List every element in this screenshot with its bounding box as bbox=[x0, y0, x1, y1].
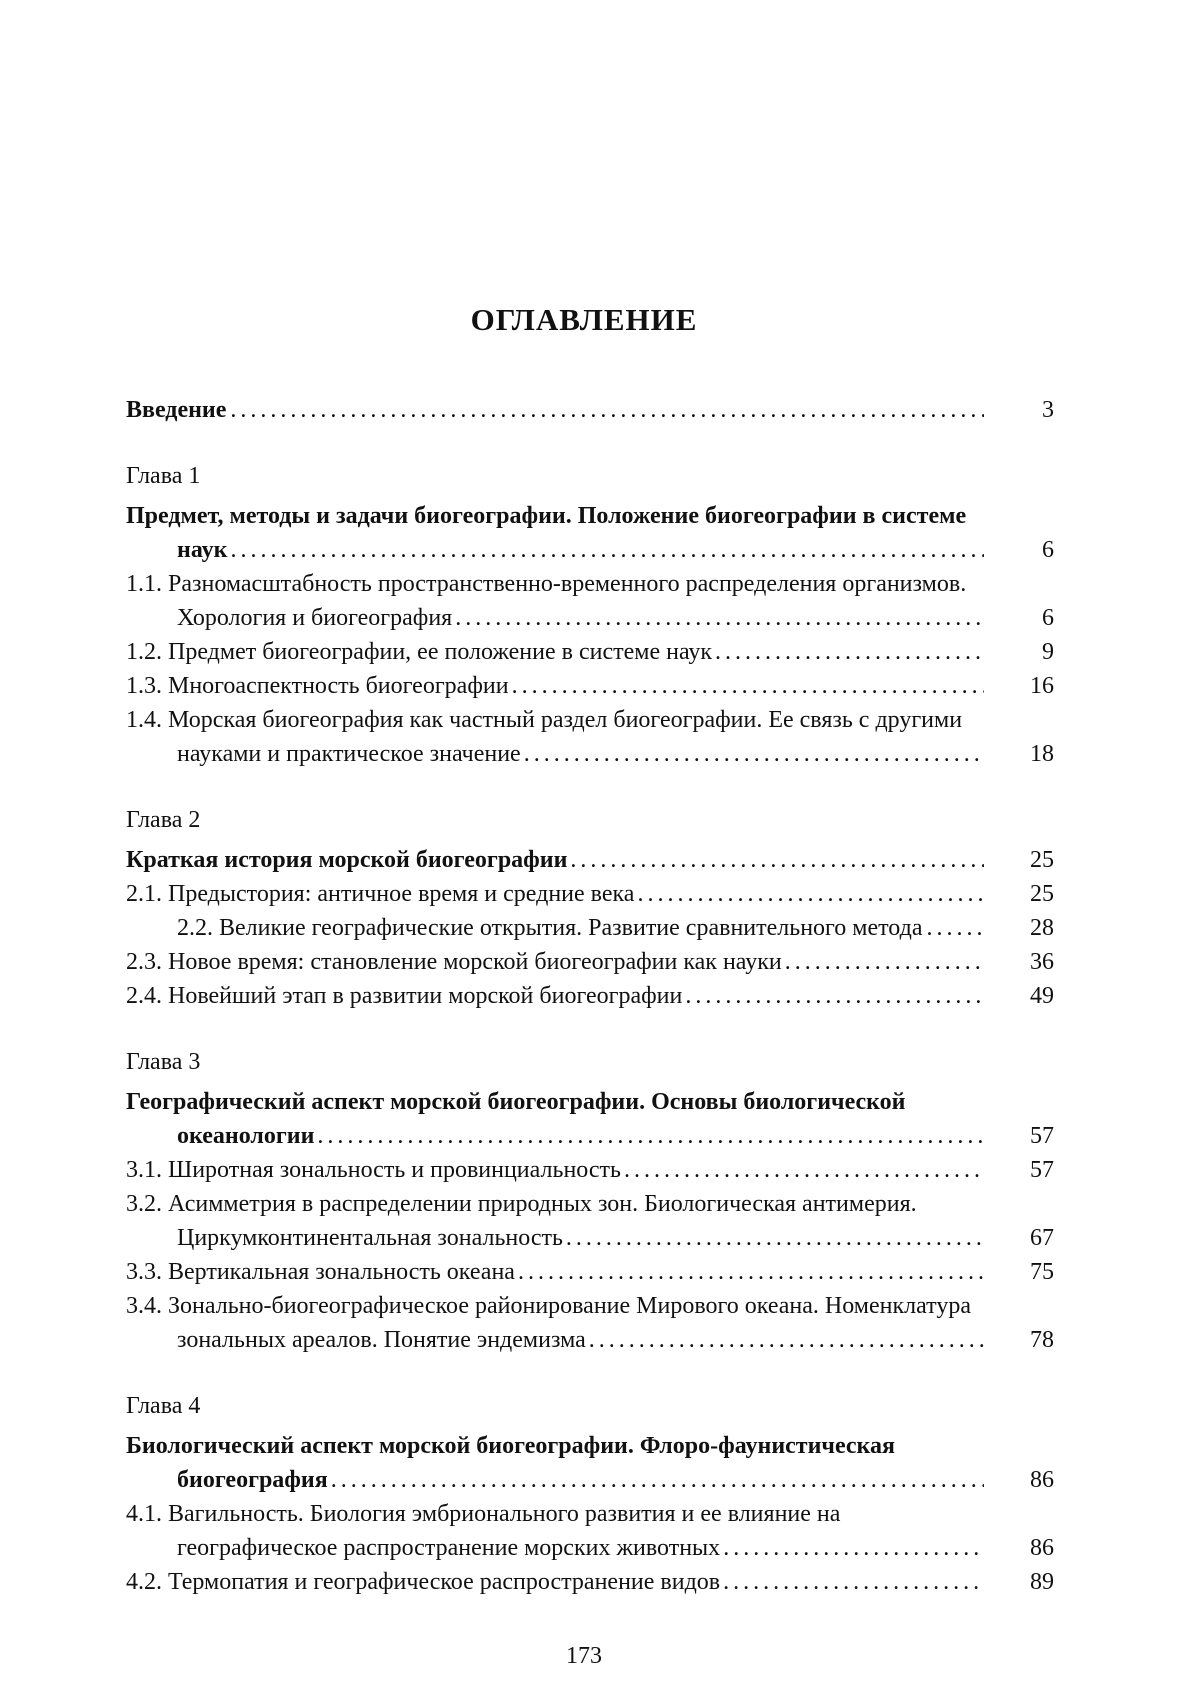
toc-entry-main bbox=[126, 669, 984, 703]
toc-entry-title: Морская биогеография как частный раздел биогеографии. Ее связь с другими науками и практическое значение bbox=[168, 707, 963, 767]
toc-entry-text bbox=[126, 571, 966, 631]
toc-entry-title: Многоаспектность биогеографии bbox=[168, 673, 509, 699]
toc-entry-main bbox=[126, 1497, 984, 1565]
toc-entry-title: Вагильность. Биология эмбрионального развития и ее влияние на географическое распространение морских животных bbox=[168, 1501, 841, 1561]
toc-entry-title: Великие географические открытия. Развитие сравнительного метода bbox=[219, 915, 923, 941]
toc-entry[interactable] bbox=[126, 877, 1054, 911]
toc-entry-number: 1.1. bbox=[126, 571, 162, 597]
chapter-label: Глава 1 bbox=[126, 463, 201, 489]
toc-entry-main bbox=[126, 1153, 984, 1187]
toc-entry-page: 49 bbox=[984, 979, 1054, 1013]
toc-entry-text bbox=[177, 915, 926, 941]
toc-entry[interactable] bbox=[126, 1187, 1054, 1255]
toc-entry-page: 6 bbox=[984, 601, 1054, 635]
toc-entry-text bbox=[126, 1569, 724, 1595]
toc-entry[interactable] bbox=[126, 1255, 1054, 1289]
toc-entry-title: Термопатия и географическое распространение видов bbox=[168, 1569, 721, 1595]
toc-entry[interactable] bbox=[126, 1565, 1054, 1599]
chapter-heading-entry[interactable] bbox=[126, 499, 1054, 567]
toc-entry-title: Предмет биогеографии, ее положение в системе наук bbox=[168, 639, 713, 665]
toc-entry-number: 2.3. bbox=[126, 949, 162, 975]
toc-entry-title: Асимметрия в распределении природных зон. Биологическая антимерия. Циркумконтинентальная зональность bbox=[168, 1191, 917, 1251]
toc-entry-main bbox=[126, 945, 984, 979]
toc-entry-title: Предыстория: античное время и средние века bbox=[168, 881, 635, 907]
toc-entry-number: 2.1. bbox=[126, 881, 162, 907]
toc-entry-page: 89 bbox=[984, 1565, 1054, 1599]
toc-entry-intro[interactable] bbox=[126, 393, 1054, 427]
chapter-label: Глава 2 bbox=[126, 807, 201, 833]
chapter-section bbox=[126, 1045, 1054, 1357]
chapter-section bbox=[126, 1389, 1054, 1599]
toc-entry-number: 3.2. bbox=[126, 1191, 162, 1217]
toc-entry[interactable] bbox=[126, 669, 1054, 703]
toc-entry-main bbox=[126, 393, 984, 427]
toc-entry-main bbox=[126, 1187, 984, 1255]
toc-entry-page: 9 bbox=[984, 635, 1054, 669]
toc-entry-main bbox=[126, 979, 984, 1013]
toc-entry-page: 36 bbox=[984, 945, 1054, 979]
table-of-contents bbox=[126, 393, 1054, 1631]
toc-entry-main bbox=[126, 703, 984, 771]
toc-entry-main bbox=[126, 499, 984, 567]
toc-entry-number: 3.1. bbox=[126, 1157, 162, 1183]
toc-entry-text bbox=[126, 707, 962, 767]
toc-entry-title: Вертикальная зональность океана bbox=[168, 1259, 515, 1285]
chapter-heading-text: Краткая история морской биогеографии bbox=[126, 847, 571, 873]
toc-entry-page: 25 bbox=[984, 843, 1054, 877]
toc-entry-page: 67 bbox=[984, 1221, 1054, 1255]
toc-entry-text bbox=[126, 983, 686, 1009]
toc-entry-text bbox=[126, 1191, 917, 1251]
toc-entry-main bbox=[126, 1429, 984, 1497]
toc-entry-page: 57 bbox=[984, 1119, 1054, 1153]
toc-entry-number: 2.4. bbox=[126, 983, 162, 1009]
chapter-label: Глава 4 bbox=[126, 1393, 201, 1419]
chapter-heading-text: Предмет, методы и задачи биогеографии. Положение биогеографии в системе наук bbox=[126, 503, 967, 563]
toc-entry-text bbox=[126, 1501, 840, 1561]
chapter-section bbox=[126, 459, 1054, 771]
toc-entry-page: 57 bbox=[984, 1153, 1054, 1187]
toc-entry-main bbox=[126, 1085, 984, 1153]
toc-entry[interactable] bbox=[126, 911, 1054, 945]
toc-entry[interactable] bbox=[126, 1153, 1054, 1187]
toc-entry-page: 86 bbox=[984, 1463, 1054, 1497]
chapter-heading-entry[interactable] bbox=[126, 843, 1054, 877]
toc-entry-number: 4.1. bbox=[126, 1501, 162, 1527]
toc-entry[interactable] bbox=[126, 635, 1054, 669]
toc-entry-main bbox=[126, 567, 984, 635]
toc-entry-text bbox=[126, 1259, 519, 1285]
toc-entry-number: 1.4. bbox=[126, 707, 162, 733]
toc-entry-main bbox=[126, 1565, 984, 1599]
toc-entry-text: Введение bbox=[126, 397, 230, 423]
toc-entry-title: Разномасштабность пространственно-временного распределения организмов. Хорология и биогеография bbox=[168, 571, 967, 631]
toc-entry[interactable] bbox=[126, 1497, 1054, 1565]
toc-entry-text bbox=[126, 1157, 625, 1183]
toc-entry-text bbox=[126, 881, 638, 907]
toc-entry-main bbox=[126, 877, 984, 911]
toc-entry[interactable] bbox=[126, 945, 1054, 979]
toc-entry-main bbox=[126, 1289, 984, 1357]
chapter-section bbox=[126, 803, 1054, 1013]
toc-entry-page: 16 bbox=[984, 669, 1054, 703]
toc-entry-page: 75 bbox=[984, 1255, 1054, 1289]
toc-intro-section bbox=[126, 393, 1054, 427]
toc-entry-title: Широтная зональность и провинциальность bbox=[168, 1157, 621, 1183]
toc-entry-main bbox=[126, 843, 984, 877]
page-title: ОГЛАВЛЕНИЕ bbox=[470, 302, 698, 337]
toc-entry-number: 4.2. bbox=[126, 1569, 162, 1595]
chapter-heading-text: Географический аспект морской биогеографии. Основы биологической океанологии bbox=[126, 1089, 906, 1149]
page-number: 173 bbox=[566, 1643, 602, 1669]
toc-entry[interactable] bbox=[126, 979, 1054, 1013]
toc-entry-page: 78 bbox=[984, 1323, 1054, 1357]
toc-entry-text bbox=[126, 639, 716, 665]
toc-entry-page: 86 bbox=[984, 1531, 1054, 1565]
toc-entry-number: 3.3. bbox=[126, 1259, 162, 1285]
toc-entry-title: Зонально-биогеографическое районирование Мирового океана. Номенклатура зональных ареалов. Понятие эндемизма bbox=[168, 1293, 971, 1353]
toc-entry-number: 1.3. bbox=[126, 673, 162, 699]
toc-entry-main bbox=[126, 1255, 984, 1289]
toc-entry[interactable] bbox=[126, 567, 1054, 635]
chapter-heading-entry[interactable] bbox=[126, 1085, 1054, 1153]
toc-entry-page: 25 bbox=[984, 877, 1054, 911]
toc-entry-text bbox=[126, 949, 786, 975]
toc-entry-title: Новое время: становление морской биогеографии как науки bbox=[168, 949, 782, 975]
toc-entry-main bbox=[126, 911, 984, 945]
toc-entry-page: 28 bbox=[984, 911, 1054, 945]
toc-entry-number: 2.2. bbox=[177, 915, 213, 941]
chapter-heading-entry[interactable] bbox=[126, 1429, 1054, 1497]
toc-entry-main bbox=[126, 635, 984, 669]
toc-entry-number: 3.4. bbox=[126, 1293, 162, 1319]
toc-entry-number: 1.2. bbox=[126, 639, 162, 665]
toc-entry-page: 6 bbox=[984, 533, 1054, 567]
toc-entry-page: 3 bbox=[984, 393, 1054, 427]
chapter-label: Глава 3 bbox=[126, 1049, 201, 1075]
toc-entry[interactable] bbox=[126, 703, 1054, 771]
toc-entry-title: Новейший этап в развитии морской биогеографии bbox=[168, 983, 683, 1009]
toc-entry-text bbox=[126, 673, 513, 699]
toc-entry-text bbox=[126, 1293, 971, 1353]
chapter-heading-text: Биологический аспект морской биогеографии. Флоро-фаунистическая биогеография bbox=[126, 1433, 895, 1493]
toc-entry-page: 18 bbox=[984, 737, 1054, 771]
toc-entry[interactable] bbox=[126, 1289, 1054, 1357]
